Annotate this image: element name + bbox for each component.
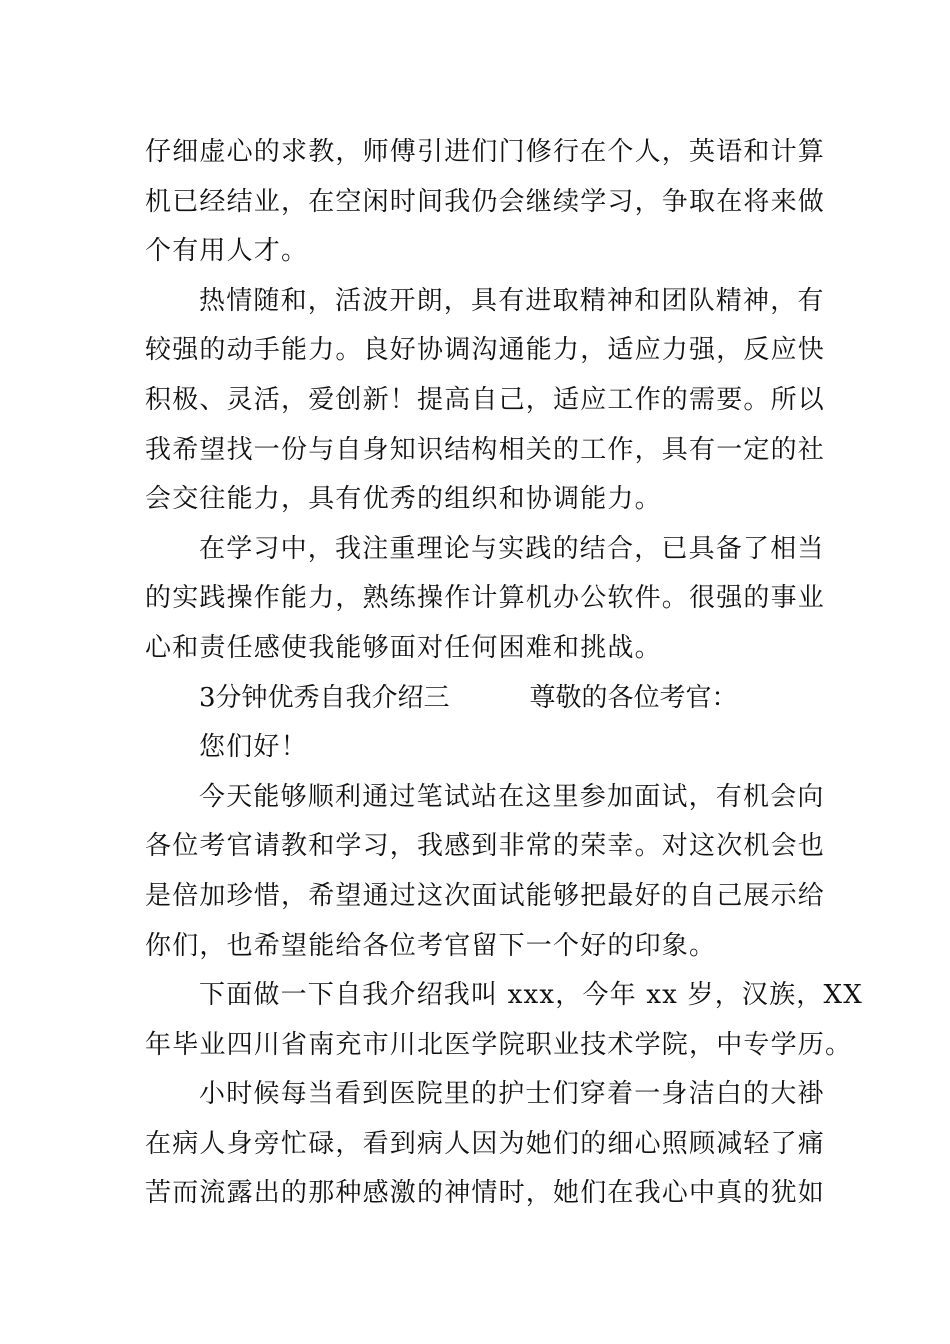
section-title: 3分钟优秀自我介绍三	[199, 682, 450, 713]
greeting: 您们好！	[199, 732, 308, 763]
text-line: 较强的动手能力。良好协调沟通能力，适应力强，反应快	[145, 335, 826, 366]
greeting-paragraph	[145, 723, 810, 773]
text-line: 各位考官请教和学习，我感到非常的荣幸。对这次机会也	[145, 831, 826, 862]
text-line: 的实践操作能力，熟练操作计算机办公软件。很强的事业	[145, 583, 826, 614]
text-line: 会交往能力，具有优秀的组织和协调能力。	[145, 484, 662, 515]
document-body	[145, 128, 863, 1219]
text-line: 下面做一下自我介绍我叫 xxx，今年 xx 岁，汉族，XX	[199, 980, 863, 1011]
text-line: 在病人身旁忙碌，看到病人因为她们的细心照顾减轻了痛	[145, 1128, 826, 1159]
text-line: 年毕业四川省南充市川北医学院职业技术学院，中专学历。	[145, 1029, 853, 1060]
text-line: 我希望找一份与自身知识结构相关的工作，具有一定的社	[145, 434, 826, 465]
text-line: 积极、灵活，爱创新！提高自己，适应工作的需要。所以	[145, 384, 826, 415]
text-line: 机已经结业，在空闲时间我仍会继续学习，争取在将来做	[145, 186, 826, 217]
text-line: 个有用人才。	[145, 236, 309, 267]
section-heading	[145, 674, 810, 724]
paragraph	[145, 971, 863, 1070]
text-line: 苦而流露出的那种感激的神情时，她们在我心中真的犹如	[145, 1178, 826, 1209]
paragraph	[145, 1070, 826, 1219]
text-line: 你们，也希望能给各位考官留下一个好的印象。	[145, 930, 717, 961]
paragraph	[145, 277, 826, 525]
text-line: 心和责任感使我能够面对任何困难和挑战。	[145, 632, 662, 663]
paragraph	[145, 773, 826, 971]
paragraph	[145, 128, 826, 277]
text-line: 仔细虚心的求教，师傅引进们门修行在个人，英语和计算	[145, 137, 826, 167]
salutation: 尊敬的各位考官：	[529, 682, 738, 713]
text-line: 热情随和，活波开朗，具有进取精神和团队精神，有	[199, 285, 825, 316]
text-line: 今天能够顺利通过笔试站在这里参加面试，有机会向	[199, 781, 825, 812]
text-line: 小时候每当看到医院里的护士们穿着一身洁白的大褂	[199, 1079, 825, 1110]
text-line: 是倍加珍惜，希望通过这次面试能够把最好的自己展示给	[145, 880, 826, 911]
paragraph	[145, 525, 826, 674]
text-line: 在学习中，我注重理论与实践的结合，已具备了相当	[199, 533, 825, 564]
